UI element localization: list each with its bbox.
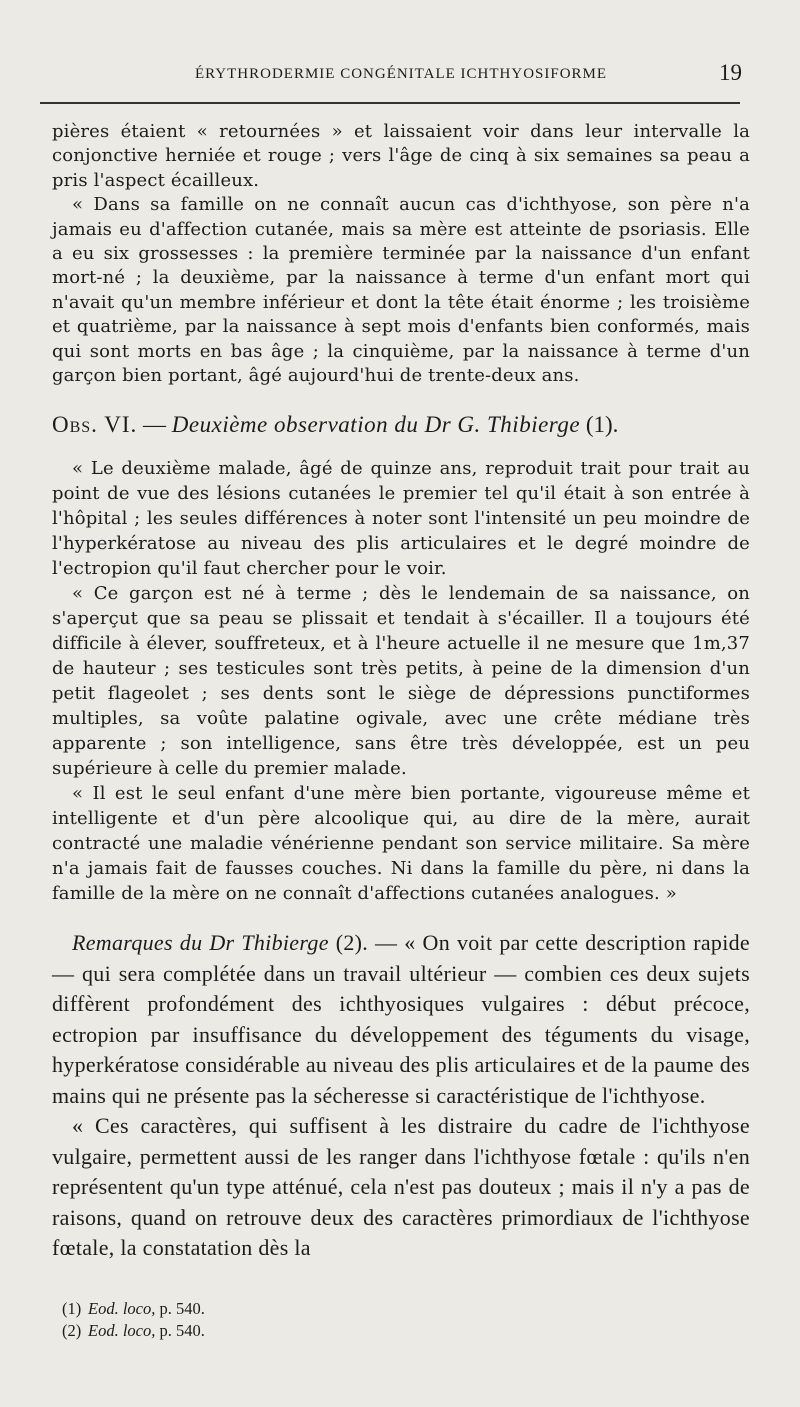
running-head [52, 62, 750, 92]
page-number: 19 [719, 60, 742, 85]
footnote [62, 1320, 750, 1342]
remarks-first: « On voit par cette description rapide — qui sera complétée dans un travail ultérieur — combien ces deux sujets diffèrent profondément des ichthyosiques vulgaires : début précoce, ectropion par insuffisance du développement des téguments du visage, hyperkératose considérable au niveau des plis articulaires et de la paume des mains qui ne présente pas la sécheresse si caractéristique de l'ichthyose. [52, 930, 750, 1108]
paragraph: « Ce garçon est né à terme ; dès le lendemain de sa naissance, on s'aperçut que sa peau se plissait et tendait à s'écailler. Il a toujours été difficile à élever, souffreteux, et à l'heure actuelle il ne mesure que 1m,37 de hauteur ; ses testicules sont très petits, à peine de la dimension d'un petit flageolet ; ses dents sont le siège de dépressions punctiformes multiples, sa voûte palatine ogivale, avec une crête médiane très apparente ; son intelligence, sans être très développée, est un peu supérieure à celle du premier malade. [52, 583, 750, 780]
remarks-lead: Remarques du Dr Thibierge [72, 930, 329, 956]
body-text [52, 120, 750, 1264]
paragraph: « Dans sa famille on ne connaît aucun cas d'ichthyose, son père n'a jamais eu d'affection cutanée, mais sa mère est atteinte de psoriasis. Elle a eu six grossesses : la première terminée par la naissance d'un enfant mort-né ; la deuxième, par la naissance à terme d'un enfant mort qui n'avait qu'un membre inférieur et dont la tête était énorme ; les troisième et quatrième, par la naissance à sept mois d'enfants bien conformés, mais qui sont morts en bas âge ; la cinquième, par la naissance à terme d'un garçon bien portant, âgé aujourd'hui de trente-deux ans. [52, 194, 750, 387]
footnote-ref: Eod. loco, [88, 1321, 156, 1340]
observation-title: Deuxième observation du Dr G. Thibierge [171, 412, 581, 438]
observation-dash: — [137, 412, 172, 438]
remarks-lead-ref: (2). — [328, 930, 405, 956]
footnote-mark: (1) [62, 1299, 82, 1318]
observation-text [52, 456, 750, 906]
observation-ref: (1). [580, 412, 619, 438]
observation-label: Obs. VI. [52, 412, 138, 438]
footnote-mark: (2) [62, 1321, 82, 1340]
paragraph: « Il est le seul enfant d'une mère bien portante, vigoureuse même et intelligente et d'un père alcoolique qui, au dire de la mère, aurait contracté une maladie vénérienne pendant son service militaire. Sa mère n'a jamais fait de fausses couches. Ni dans la famille du père, ni dans la famille de la mère on ne connaît d'affections cutanées analogues. » [52, 783, 750, 905]
footnote-page: p. 540. [155, 1299, 205, 1318]
paragraph: pières étaient « retournées » et laissaient voir dans leur intervalle la conjonctive herniée et rouge ; vers l'âge de cinq à six semaines sa peau a pris l'aspect écailleux. [52, 121, 750, 191]
paragraph [52, 928, 750, 1111]
observation-heading [52, 410, 750, 440]
footnote [62, 1298, 750, 1320]
paragraph: « Ces caractères, qui suffisent à les distraire du cadre de l'ichthyose vulgaire, permettent aussi de les ranger dans l'ichthyose fœtale : qu'ils n'en représentent qu'un type atténué, cela n'est pas douteux ; mais il n'y a pas de raisons, quand on retrouve deux des caractères primordiaux de l'ichthyose fœtale, la constatation dès la [52, 1113, 750, 1261]
footnotes [62, 1298, 750, 1342]
remarks-section [52, 928, 750, 1264]
header-rule [40, 102, 740, 104]
running-title: ÉRYTHRODERMIE CONGÉNITALE ICHTHYOSIFORME [194, 66, 608, 82]
footnote-ref: Eod. loco, [88, 1299, 156, 1318]
footnote-page: p. 540. [155, 1321, 205, 1340]
paragraph: « Le deuxième malade, âgé de quinze ans, reproduit trait pour trait au point de vue des lésions cutanées le premier tel qu'il était à son entrée à l'hôpital ; les seules différences à noter sont l'intensité un peu moindre de l'hyperkératose au niveau des plis articulaires et le degré moindre de l'ectropion qu'il faut chercher pour le voir. [52, 458, 750, 580]
